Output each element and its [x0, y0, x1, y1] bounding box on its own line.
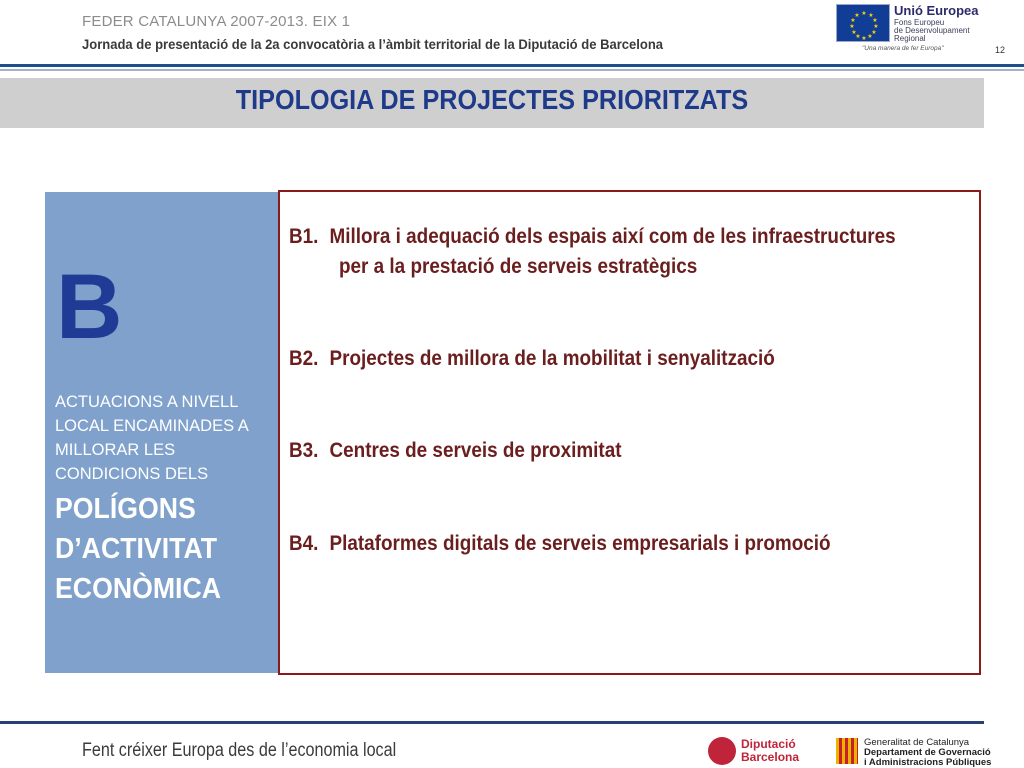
svg-text:★: ★ [850, 17, 856, 24]
eu-flag-icon [836, 4, 890, 42]
svg-text:★: ★ [855, 33, 861, 40]
generalitat-label [864, 738, 991, 768]
item-code: B4. [289, 532, 319, 555]
svg-text:★: ★ [849, 23, 855, 30]
list-item [289, 529, 831, 559]
item-code: B3. [289, 439, 319, 462]
diputacio-logo-icon [708, 737, 736, 765]
svg-text:★: ★ [854, 12, 860, 19]
event-title: Jornada de presentació de la 2a convocatòria a l’àmbit territorial de la Diputació de Barcelona [82, 36, 664, 52]
item-code: B2. [289, 347, 319, 370]
slide-title: TIPOLOGIA DE PROJECTES PRIORITZATS [235, 84, 749, 115]
list-item [289, 344, 775, 374]
svg-text:★: ★ [868, 12, 874, 19]
diputacio-line: Diputació [741, 737, 796, 751]
page-number: 12 [995, 45, 1006, 55]
svg-text:★: ★ [867, 33, 873, 40]
svg-text:★: ★ [873, 23, 879, 30]
generalitat-line: i Administracions Públiques [864, 757, 992, 768]
svg-text:★: ★ [861, 10, 867, 17]
footer-slogan: Fent créixer Europa des de l’economia local [82, 740, 397, 761]
svg-text:★: ★ [851, 29, 857, 36]
header-divider-light [0, 69, 1024, 71]
item-text: Projectes de millora de la mobilitat i senyalització [329, 347, 775, 370]
footer-divider [0, 721, 984, 724]
eu-subtitle-line: Regional [894, 34, 926, 43]
item-code: B1. [289, 225, 319, 248]
category-focus: POLÍGONS D’ACTIVITAT ECONÒMICA [55, 493, 222, 605]
eu-subtitle-line: de Desenvolupament [894, 26, 970, 35]
eu-subtitle-line: Fons Europeu [894, 18, 945, 27]
item-text-continuation: per a la prestació de serveis estratègics [339, 255, 698, 278]
category-intro: ACTUACIONS A NIVELL LOCAL ENCAMINADES A MILLORAR LES CONDICIONS DELS [55, 393, 248, 483]
generalitat-line: Generalitat de Catalunya [864, 737, 970, 748]
generalitat-logo-icon [836, 738, 858, 764]
item-text: Plataformes digitals de serveis empresarials i promoció [329, 532, 831, 555]
category-letter: B [56, 256, 123, 358]
diputacio-label [741, 738, 799, 764]
eu-motto: "Una manera de fer Europa" [862, 45, 944, 52]
list-item [289, 436, 622, 466]
item-text: Millora i adequació dels espais així com de les infraestructures [329, 225, 896, 248]
eu-title: Unió Europea [894, 3, 979, 18]
program-label: FEDER CATALUNYA 2007-2013. EIX 1 [82, 13, 351, 30]
generalitat-line: Departament de Governació [864, 747, 991, 758]
diputacio-line: Barcelona [741, 750, 800, 764]
svg-text:★: ★ [861, 35, 867, 42]
header-divider [0, 64, 1024, 67]
list-item [289, 222, 896, 252]
svg-text:★: ★ [871, 29, 877, 36]
item-text: Centres de serveis de proximitat [329, 439, 622, 462]
svg-text:★: ★ [872, 17, 878, 24]
eu-subtitle [894, 19, 984, 43]
